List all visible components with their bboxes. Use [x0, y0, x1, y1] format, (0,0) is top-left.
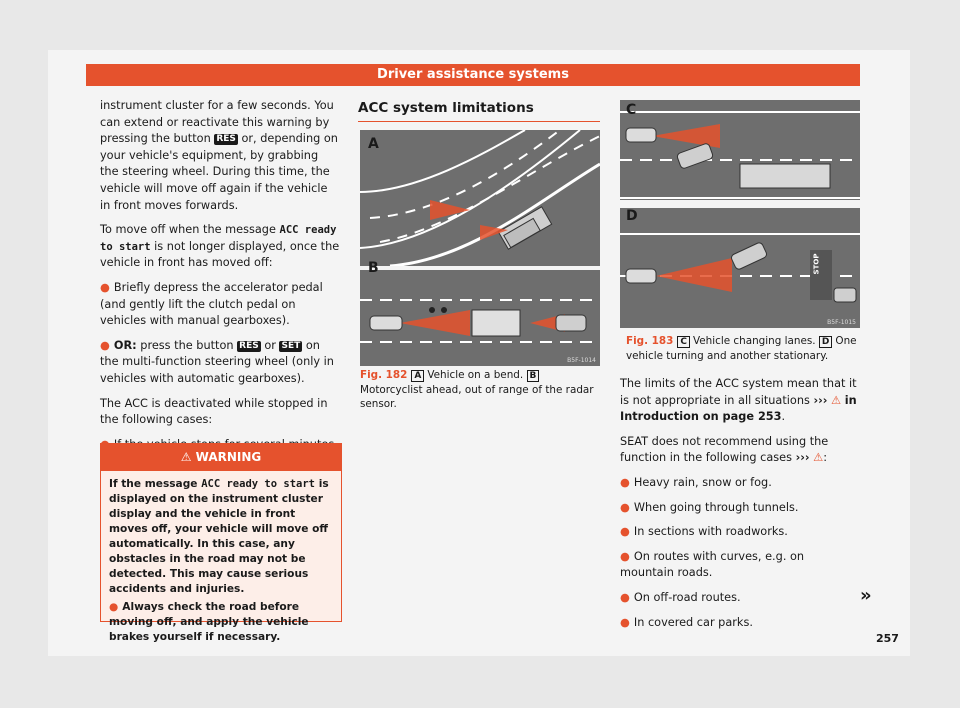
paragraph: The ACC is deactivated while stopped in the following cases: [100, 396, 328, 427]
cross-reference-arrow-icon: ››› [813, 393, 828, 407]
list-item: ● When going through tunnels. [620, 500, 799, 514]
cross-reference-arrow-icon: ››› [795, 451, 810, 465]
section-divider [358, 121, 600, 122]
warning-icon: ⚠ [813, 451, 824, 465]
intro-link[interactable]: in Introduction on page 253 [620, 393, 857, 424]
set-key-icon: SET [281, 340, 301, 351]
figure-label-b: B [368, 260, 379, 276]
figure-label-a: A [368, 136, 379, 152]
figure-183 [620, 100, 860, 328]
list-item: ● Always check the road before moving off, and apply the vehicle brakes yourself if necessary. [109, 601, 309, 643]
page-number: 257 [876, 632, 899, 645]
list-item: ● On off-road routes. [620, 590, 741, 604]
res-key-icon: RES [239, 340, 259, 351]
figure-code: B5F-1015 [827, 319, 856, 326]
left-column [100, 98, 340, 486]
paragraph: To move off when the message ACC ready to start is not longer displayed, once the vehicle in front has moved off: [100, 223, 340, 270]
res-key-icon: RES [216, 134, 236, 145]
list-item: ● In sections with roadworks. [620, 525, 788, 539]
warning-icon: ⚠ [831, 393, 842, 407]
list-item: ● In covered car parks. [620, 615, 753, 629]
figure-code: B5F-1014 [567, 357, 596, 364]
figure-182-caption: Fig. 182 A Vehicle on a bend. BMotorcyclist ahead, out of range of the radar sensor. [360, 369, 594, 410]
paragraph: instrument cluster for a few seconds. You can extend or reactivate this warning by pressing the button RES or, depending on your vehicle's equipment, by grabbing the steering wheel. During this time, the vehicle will move off again if the vehicle in front moves forwards. [100, 99, 338, 212]
figure-183-caption: Fig. 183 C Vehicle changing lanes. D One vehicle turning and another stationary. [626, 335, 857, 362]
list-item: ● Heavy rain, snow or fog. [620, 475, 772, 489]
figure-182-illustration [360, 130, 600, 366]
list-item: ● On routes with curves, e.g. on mountain roads. [620, 549, 805, 580]
warning-header: ⚠ WARNING [101, 443, 341, 471]
list-item: ● OR: press the button RES or SET on the multi-function steering wheel (only in vehicles with automatic gearboxes). [100, 338, 334, 385]
figure-183-illustration [620, 100, 860, 328]
list-item: ● Briefly depress the accelerator pedal (and gently lift the clutch pedal on vehicles with manual gearboxes). [100, 280, 323, 328]
paragraph: SEAT does not recommend using the function in the following cases ››› ⚠: [620, 434, 829, 465]
warning-icon: ⚠ [180, 450, 192, 464]
page-header: Driver assistance systems [86, 64, 860, 86]
warning-body [101, 471, 341, 654]
paragraph: The limits of the ACC system mean that it is not appropriate in all situations ››› ⚠ in Introduction on page 253. [620, 377, 857, 424]
paragraph: If the message ACC ready to start is displayed on the instrument cluster display and the vehicle in front moves off, your vehicle will move off automatically. In this case, any obstacles in the road may not be detected. This may cause serious accidents and injuries. [109, 478, 329, 595]
figure-label-c: C [626, 102, 637, 118]
figure-label-d: D [626, 208, 638, 224]
section-title: ACC system limitations [358, 100, 534, 116]
warning-box [100, 443, 342, 643]
stop-sign-text: STOP [812, 253, 821, 275]
right-column [620, 376, 860, 639]
continued-icon: » [860, 585, 872, 606]
figure-182 [360, 130, 600, 366]
